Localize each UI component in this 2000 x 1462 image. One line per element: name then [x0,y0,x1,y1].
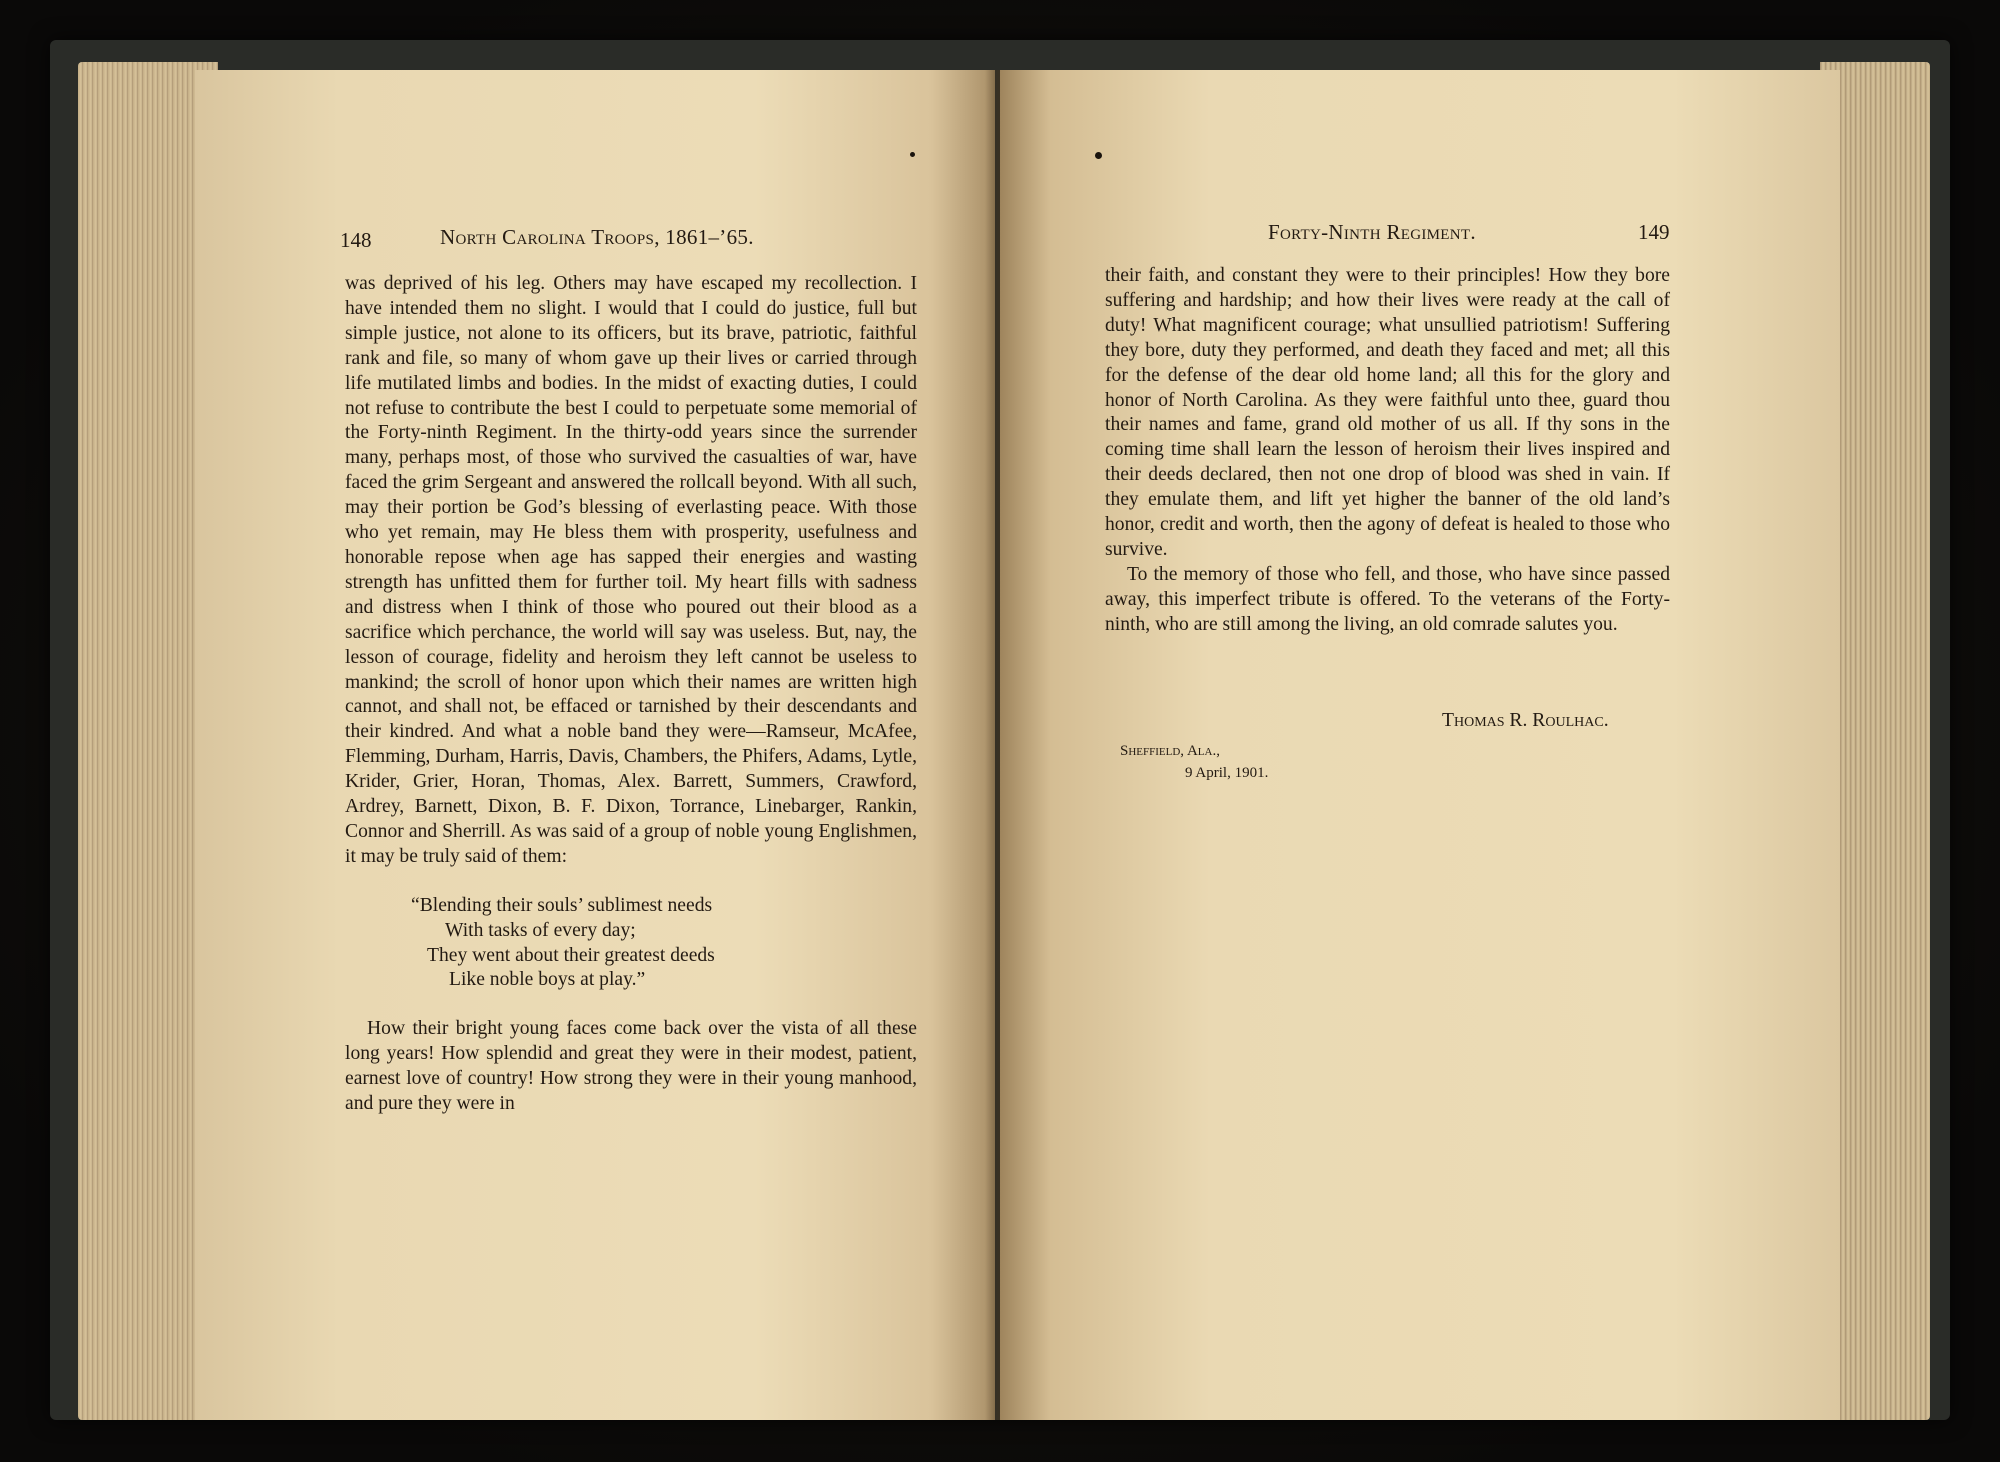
left-running-head: North Carolina Troops, 1861–’65. [440,225,754,249]
poem-line-4: Like noble boys at play.” [449,969,646,991]
poem-stanza [345,894,917,994]
right-page-body [1105,264,1670,638]
ink-speck [1095,152,1102,159]
poem-line-3: They went about their greatest deeds [427,944,715,966]
ink-speck [910,152,915,157]
dateline-date: 9 April, 1901. [1185,765,1269,781]
dateline [1120,740,1268,784]
right-paragraph-1: their faith, and constant they were to their principles! How they bore suffering and hardship; and how their lives were ready at the call of duty! What magnificent courage; what unsullied patriotism! Suffering they bore, duty they performed, and death they faced and met; all this for the defense of the dear old home land; all this for the glory and honor of North Carolina. As they were faithful unto thee, guard thou their names and fame, grand old mother of us all. If thy sons in the coming time shall learn the lesson of heroism their lives inspired and their deeds declared, then not one drop of blood was shed in vain. If they emulate them, and lift yet higher the banner of the old land’s honor, credit and worth, then the agony of defeat is healed to those who survive. [1105,265,1670,560]
poem-line-2: With tasks of every day; [445,919,636,941]
right-running-head: Forty-Ninth Regiment. [1268,220,1476,244]
right-page [1000,70,1840,1420]
left-paragraph-2: How their bright young faces come back over the vista of all these long years! How splendid and great they were in their modest, patient, earnest love of country! How strong they were in their young manhood, and pure they were in [345,1018,917,1115]
dateline-place: Sheffield, Ala., [1120,743,1220,759]
poem-line-1: “Blending their souls’ sublimest needs [411,894,713,916]
left-paragraph-1: was deprived of his leg. Others may have escaped my recollection. I have intended them no slight. I would that I could do justice, full but simple justice, not alone to its officers, but its brave, patriotic, faithful rank and file, so many of whom gave up their lives or carried through life mutilated limbs and bodies. In the midst of exacting duties, I could not refuse to contribute the best I could to perpetuate some memorial of the Forty-ninth Regiment. In the thirty-odd years since the surrender many, perhaps most, of those who survived the casualties of war, have faced the grim Sergeant and answered the rollcall beyond. With all such, may their portion be God’s blessing of everlasting peace. With those who yet remain, may He bless them with prosperity, usefulness and honorable repose when age has sapped their energies and wasting strength has unfitted them for further toil. My heart fills with sadness and distress when I think of those who poured out their blood as a sacrifice which perchance, the world will say was useless. But, nay, the lesson of courage, fidelity and heroism they left cannot be useless to mankind; the scroll of honor upon which their names are written high cannot, and shall not, be effaced or tarnished by their descendants and their kindred. And what a noble band they were—Ramseur, McAfee, Flemming, Durham, Harris, Davis, Chambers, the Phifers, Adams, Lytle, Krider, Grier, Horan, Thomas, Alex. Barrett, Summers, Crawford, Ardrey, Barnett, Dixon, B. F. Dixon, Torrance, Linebarger, Rankin, Connor and Sherrill. As was said of a group of noble young Englishmen, it may be truly said of them: [345,273,917,867]
author-signature: Thomas R. Roulhac. [1442,710,1609,731]
left-page-body [345,272,917,1117]
left-page [195,70,995,1420]
right-paragraph-2: To the memory of those who fell, and those, who have since passed away, this imperfect tribute is offered. To the veterans of the Forty-ninth, who are still among the living, an old comrade salutes you. [1105,563,1670,635]
left-page-number: 148 [340,228,372,252]
right-page-number: 149 [1638,220,1670,244]
